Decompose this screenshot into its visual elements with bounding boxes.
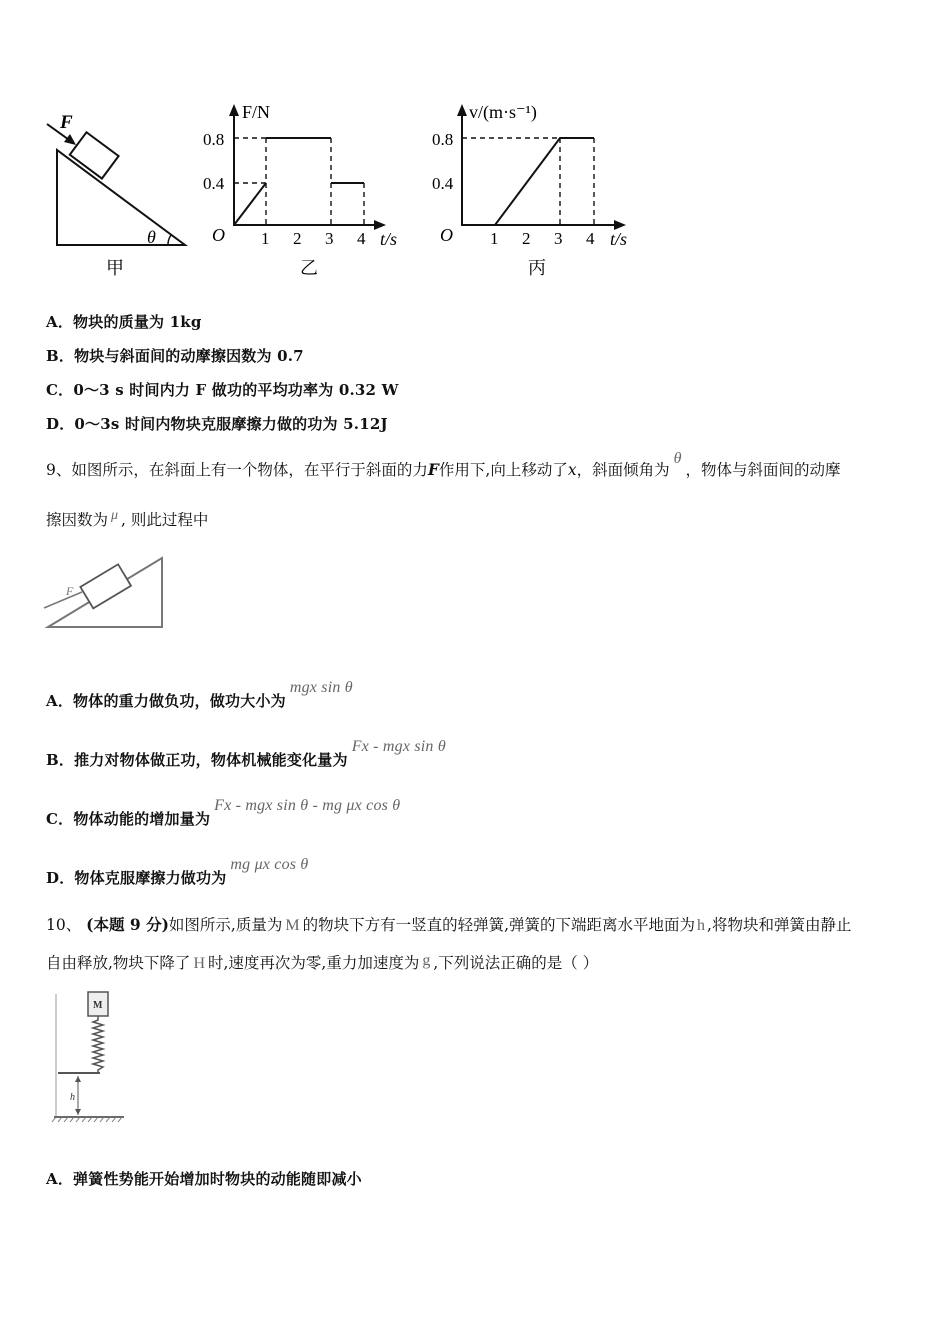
y-axis-arrow	[229, 104, 239, 116]
q9-theta-symbol: θ	[673, 450, 682, 467]
caption-jia: 甲	[106, 258, 124, 278]
figure-jia	[47, 112, 185, 278]
height-arrow-bottom	[75, 1109, 81, 1115]
q9-stem2-prefix: 擦因数为	[46, 511, 109, 529]
q9-stem2-suffix: , 则此过程中	[121, 511, 209, 529]
force-arrowhead	[64, 134, 76, 145]
q9-option-a-formula: mgx sin θ	[289, 679, 353, 696]
q9-figure	[40, 550, 175, 635]
y-tick-0.8: 0.8	[203, 130, 225, 149]
x-tick-2: 2	[293, 229, 302, 248]
x-tick-1: 1	[490, 229, 499, 248]
y-axis-label: F/N	[242, 102, 271, 122]
y-axis-label: v/(m·s⁻¹)	[469, 102, 537, 122]
q8-option-d: D．0～3s 时间内物块克服摩擦力做的功为 5.12J	[46, 415, 388, 433]
q9-option-d-label: D．物体克服摩擦力做功为	[46, 869, 227, 887]
figure-yi	[203, 102, 397, 278]
q10-stem-line1	[46, 913, 851, 935]
q9-stem-prefix: 9、如图所示，在斜面上有一个物体，在平行于斜面的力	[46, 461, 428, 479]
x-axis-label: t/s	[610, 229, 628, 249]
y-tick-0.4: 0.4	[203, 174, 225, 193]
q9-stem-line2	[46, 508, 208, 530]
q9-option-c-label: C．物体动能的增加量为	[46, 810, 211, 828]
y-tick-0.4: 0.4	[432, 174, 454, 193]
q8-option-c: C．0～3 s 时间内力 F 做功的平均功率为 0.32 W	[46, 381, 399, 399]
y-tick-0.8: 0.8	[432, 130, 454, 149]
y-axis-arrow	[457, 104, 467, 116]
q10-stem-c: 如图所示,质量为	[168, 916, 283, 934]
q10-option-a: A．弹簧性势能开始增加时物块的动能随即减小	[46, 1170, 362, 1188]
incline-triangle	[57, 150, 185, 245]
x-tick-4: 4	[586, 229, 595, 248]
q10-score: (本题 9 分)	[86, 915, 169, 934]
velocity-curve	[495, 138, 594, 225]
q9-force-symbol: F	[427, 460, 439, 479]
q10-number: 10、	[46, 916, 82, 934]
q9-option-c	[46, 797, 401, 829]
q9-stem-line1	[46, 450, 841, 480]
q10-g-symbol: g	[422, 952, 431, 969]
x-tick-3: 3	[325, 229, 334, 248]
q9-stem-mid: 作用下,向上移动了	[438, 461, 568, 479]
q9-option-b	[46, 738, 446, 770]
q10-stem2-c: ,下列说法正确的是（ ）	[433, 954, 599, 972]
q10-stem-d: 的物块下方有一竖直的轻弹簧,弹簧的下端距离水平地面为	[302, 916, 696, 934]
q10-h-symbol: h	[697, 917, 706, 934]
spring	[93, 1016, 103, 1072]
q9-option-d	[46, 856, 309, 888]
q8-option-b: B．物块与斜面间的动摩擦因数为 0.7	[46, 347, 304, 365]
q10-stem-line2	[46, 951, 598, 973]
x-tick-3: 3	[554, 229, 563, 248]
q9-x-symbol: x	[567, 461, 577, 479]
x-tick-1: 1	[261, 229, 270, 248]
x-axis-label: t/s	[380, 229, 398, 249]
q9-option-a	[46, 679, 353, 711]
q9-option-c-formula: Fx - mgx sin θ - mg μx cos θ	[214, 797, 401, 814]
q10-stem-e: ,将物块和弹簧由静止	[707, 916, 852, 934]
angle-label: θ	[147, 227, 156, 247]
q8-figure-row	[0, 90, 700, 290]
force-curve	[234, 183, 266, 225]
q8-option-a: A．物块的质量为 1kg	[46, 313, 202, 331]
force-label: F	[66, 584, 74, 598]
q9-option-b-formula: Fx - mgx sin θ	[351, 738, 446, 755]
q9-option-a-label: A．物体的重力做负功，做功大小为	[46, 692, 286, 710]
force-label: F	[60, 112, 73, 133]
q9-option-b-label: B．推力对物体做正功，物体机械能变化量为	[46, 751, 348, 769]
height-arrow-top	[75, 1076, 81, 1082]
q9-stem-end: ，物体与斜面间的动摩	[685, 461, 841, 479]
q9-stem-suffix: ，斜面倾角为	[576, 461, 670, 479]
q10-figure	[50, 990, 130, 1125]
caption-yi: 乙	[300, 258, 318, 278]
figure-bing	[432, 102, 627, 278]
dashed-guides	[234, 138, 364, 225]
mass-label: M	[93, 1000, 103, 1011]
height-label: h	[70, 1092, 75, 1103]
q10-stem2-b: 时,速度再次为零,重力加速度为	[208, 954, 420, 972]
caption-bing: 丙	[528, 258, 546, 278]
q10-H-symbol: H	[193, 955, 205, 972]
q9-mu-symbol: μ	[111, 508, 119, 523]
q10-stem2-a: 自由释放,物块下降了	[46, 954, 191, 972]
block	[70, 132, 119, 178]
q10-M-symbol: M	[285, 917, 300, 934]
q9-option-d-formula: mg μx cos θ	[230, 856, 309, 873]
x-tick-4: 4	[357, 229, 366, 248]
angle-arc	[168, 235, 171, 245]
force-line	[44, 592, 82, 608]
origin-label: O	[212, 225, 225, 245]
origin-label: O	[440, 225, 453, 245]
x-tick-2: 2	[522, 229, 531, 248]
